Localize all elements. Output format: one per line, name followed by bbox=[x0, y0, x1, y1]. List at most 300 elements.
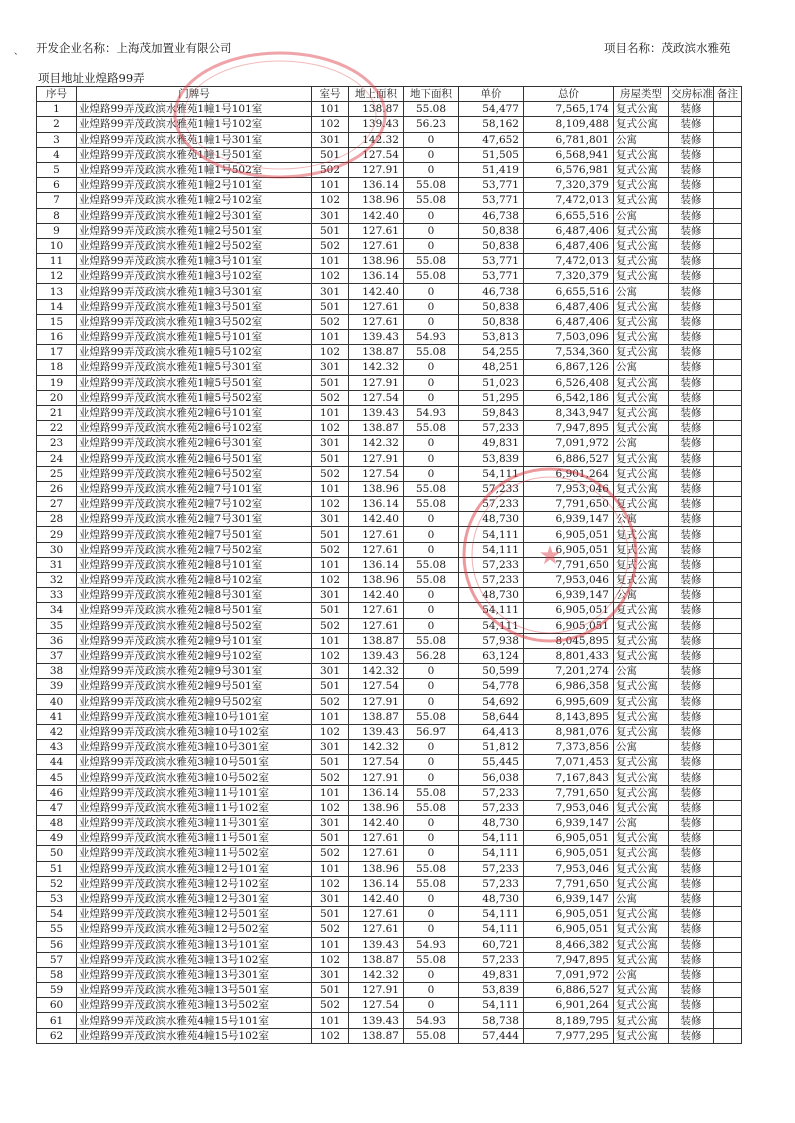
cell-room: 102 bbox=[312, 573, 349, 588]
cell-delivery: 装修 bbox=[669, 284, 714, 299]
cell-index: 41 bbox=[37, 709, 77, 724]
cell-address: 业煌路99弄茂政滨水雅苑1幢3号502室 bbox=[77, 314, 312, 329]
cell-house-type: 复式公寓 bbox=[614, 527, 669, 542]
cell-room: 101 bbox=[312, 330, 349, 345]
cell-room: 501 bbox=[312, 831, 349, 846]
cell-house-type: 公寓 bbox=[614, 740, 669, 755]
cell-total-price: 6,655,516 bbox=[524, 284, 614, 299]
table-row bbox=[37, 907, 742, 922]
cell-room: 501 bbox=[312, 679, 349, 694]
cell-remark bbox=[714, 512, 742, 527]
cell-delivery: 装修 bbox=[669, 573, 714, 588]
cell-address: 业煌路99弄茂政滨水雅苑3幢12号501室 bbox=[77, 907, 312, 922]
cell-remark bbox=[714, 618, 742, 633]
cell-above-area: 142.32 bbox=[349, 360, 404, 375]
cell-index: 60 bbox=[37, 998, 77, 1013]
cell-address: 业煌路99弄茂政滨水雅苑1幢1号101室 bbox=[77, 102, 312, 117]
cell-total-price: 6,576,981 bbox=[524, 162, 614, 177]
cell-delivery: 装修 bbox=[669, 648, 714, 663]
cell-address: 业煌路99弄茂政滨水雅苑2幢7号301室 bbox=[77, 512, 312, 527]
cell-delivery: 装修 bbox=[669, 770, 714, 785]
cell-address: 业煌路99弄茂政滨水雅苑3幢13号101室 bbox=[77, 937, 312, 952]
cell-remark bbox=[714, 998, 742, 1013]
cell-house-type: 复式公寓 bbox=[614, 694, 669, 709]
cell-house-type: 复式公寓 bbox=[614, 937, 669, 952]
cell-index: 19 bbox=[37, 375, 77, 390]
table-row bbox=[37, 831, 742, 846]
cell-index: 48 bbox=[37, 816, 77, 831]
cell-index: 45 bbox=[37, 770, 77, 785]
cell-total-price: 7,953,046 bbox=[524, 800, 614, 815]
cell-total-price: 7,791,650 bbox=[524, 785, 614, 800]
cell-total-price: 6,905,051 bbox=[524, 922, 614, 937]
cell-index: 17 bbox=[37, 345, 77, 360]
cell-above-area: 136.14 bbox=[349, 178, 404, 193]
cell-remark bbox=[714, 390, 742, 405]
table-row bbox=[37, 360, 742, 375]
cell-remark bbox=[714, 922, 742, 937]
cell-index: 36 bbox=[37, 633, 77, 648]
cell-below-area: 0 bbox=[404, 907, 459, 922]
cell-remark bbox=[714, 238, 742, 253]
cell-index: 54 bbox=[37, 907, 77, 922]
cell-above-area: 138.96 bbox=[349, 573, 404, 588]
cell-address: 业煌路99弄茂政滨水雅苑2幢8号502室 bbox=[77, 618, 312, 633]
cell-above-area: 127.61 bbox=[349, 907, 404, 922]
cell-unit-price: 54,111 bbox=[459, 998, 524, 1013]
cell-below-area: 0 bbox=[404, 831, 459, 846]
cell-delivery: 装修 bbox=[669, 542, 714, 557]
cell-remark bbox=[714, 937, 742, 952]
cell-delivery: 装修 bbox=[669, 861, 714, 876]
cell-unit-price: 64,413 bbox=[459, 724, 524, 739]
cell-house-type: 复式公寓 bbox=[614, 755, 669, 770]
cell-index: 25 bbox=[37, 466, 77, 481]
cell-index: 1 bbox=[37, 102, 77, 117]
cell-house-type: 公寓 bbox=[614, 360, 669, 375]
cell-index: 5 bbox=[37, 162, 77, 177]
cell-index: 12 bbox=[37, 269, 77, 284]
cell-above-area: 136.14 bbox=[349, 785, 404, 800]
cell-room: 101 bbox=[312, 557, 349, 572]
svg-text:★: ★ bbox=[538, 541, 562, 571]
cell-remark bbox=[714, 755, 742, 770]
cell-room: 101 bbox=[312, 785, 349, 800]
cell-house-type: 复式公寓 bbox=[614, 907, 669, 922]
cell-total-price: 6,986,358 bbox=[524, 679, 614, 694]
cell-address: 业煌路99弄茂政滨水雅苑2幢6号101室 bbox=[77, 405, 312, 420]
cell-below-area: 0 bbox=[404, 679, 459, 694]
table-row bbox=[37, 193, 742, 208]
table-row bbox=[37, 967, 742, 982]
cell-delivery: 装修 bbox=[669, 208, 714, 223]
cell-above-area: 138.96 bbox=[349, 481, 404, 496]
cell-delivery: 装修 bbox=[669, 816, 714, 831]
cell-unit-price: 50,838 bbox=[459, 314, 524, 329]
cell-room: 301 bbox=[312, 208, 349, 223]
cell-house-type: 复式公寓 bbox=[614, 770, 669, 785]
cell-remark bbox=[714, 679, 742, 694]
cell-index: 61 bbox=[37, 1013, 77, 1028]
cell-total-price: 6,867,126 bbox=[524, 360, 614, 375]
cell-remark bbox=[714, 162, 742, 177]
cell-room: 301 bbox=[312, 816, 349, 831]
cell-above-area: 127.61 bbox=[349, 846, 404, 861]
cell-above-area: 142.32 bbox=[349, 132, 404, 147]
table-row bbox=[37, 1028, 742, 1043]
cell-delivery: 装修 bbox=[669, 588, 714, 603]
cell-unit-price: 57,233 bbox=[459, 557, 524, 572]
cell-house-type: 复式公寓 bbox=[614, 831, 669, 846]
cell-room: 502 bbox=[312, 466, 349, 481]
cell-remark bbox=[714, 785, 742, 800]
cell-room: 101 bbox=[312, 937, 349, 952]
cell-delivery: 装修 bbox=[669, 254, 714, 269]
cell-address: 业煌路99弄茂政滨水雅苑1幢2号102室 bbox=[77, 193, 312, 208]
cell-above-area: 127.54 bbox=[349, 755, 404, 770]
cell-house-type: 公寓 bbox=[614, 208, 669, 223]
cell-below-area: 0 bbox=[404, 846, 459, 861]
cell-index: 27 bbox=[37, 497, 77, 512]
table-row bbox=[37, 436, 742, 451]
table-row bbox=[37, 800, 742, 815]
cell-above-area: 138.96 bbox=[349, 193, 404, 208]
cell-remark bbox=[714, 603, 742, 618]
cell-delivery: 装修 bbox=[669, 967, 714, 982]
cell-address: 业煌路99弄茂政滨水雅苑1幢5号501室 bbox=[77, 375, 312, 390]
cell-remark bbox=[714, 405, 742, 420]
cell-house-type: 复式公寓 bbox=[614, 603, 669, 618]
cell-total-price: 7,947,895 bbox=[524, 952, 614, 967]
cell-above-area: 142.40 bbox=[349, 588, 404, 603]
cell-remark bbox=[714, 588, 742, 603]
cell-below-area: 0 bbox=[404, 360, 459, 375]
cell-below-area: 0 bbox=[404, 983, 459, 998]
cell-unit-price: 63,124 bbox=[459, 648, 524, 663]
cell-unit-price: 48,251 bbox=[459, 360, 524, 375]
cell-below-area: 55.08 bbox=[404, 633, 459, 648]
cell-index: 55 bbox=[37, 922, 77, 937]
cell-above-area: 127.91 bbox=[349, 451, 404, 466]
cell-house-type: 公寓 bbox=[614, 816, 669, 831]
cell-delivery: 装修 bbox=[669, 891, 714, 906]
cell-below-area: 0 bbox=[404, 816, 459, 831]
cell-below-area: 55.08 bbox=[404, 269, 459, 284]
cell-house-type: 公寓 bbox=[614, 588, 669, 603]
cell-address: 业煌路99弄茂政滨水雅苑3幢12号101室 bbox=[77, 861, 312, 876]
cell-room: 501 bbox=[312, 375, 349, 390]
cell-index: 56 bbox=[37, 937, 77, 952]
cell-above-area: 127.91 bbox=[349, 770, 404, 785]
cell-house-type: 复式公寓 bbox=[614, 238, 669, 253]
table-row bbox=[37, 284, 742, 299]
cell-house-type: 复式公寓 bbox=[614, 998, 669, 1013]
cell-delivery: 装修 bbox=[669, 193, 714, 208]
cell-unit-price: 50,838 bbox=[459, 223, 524, 238]
cell-address: 业煌路99弄茂政滨水雅苑2幢6号501室 bbox=[77, 451, 312, 466]
cell-total-price: 6,939,147 bbox=[524, 816, 614, 831]
cell-address: 业煌路99弄茂政滨水雅苑1幢3号102室 bbox=[77, 269, 312, 284]
cell-unit-price: 48,730 bbox=[459, 588, 524, 603]
cell-below-area: 0 bbox=[404, 238, 459, 253]
cell-above-area: 127.61 bbox=[349, 831, 404, 846]
cell-index: 32 bbox=[37, 573, 77, 588]
cell-address: 业煌路99弄茂政滨水雅苑2幢6号102室 bbox=[77, 421, 312, 436]
cell-index: 53 bbox=[37, 891, 77, 906]
cell-index: 8 bbox=[37, 208, 77, 223]
cell-address: 业煌路99弄茂政滨水雅苑2幢7号102室 bbox=[77, 497, 312, 512]
cell-below-area: 0 bbox=[404, 770, 459, 785]
cell-above-area: 139.43 bbox=[349, 937, 404, 952]
cell-index: 21 bbox=[37, 405, 77, 420]
cell-room: 301 bbox=[312, 284, 349, 299]
cell-house-type: 复式公寓 bbox=[614, 405, 669, 420]
cell-below-area: 0 bbox=[404, 284, 459, 299]
cell-room: 502 bbox=[312, 542, 349, 557]
cell-remark bbox=[714, 269, 742, 284]
cell-above-area: 127.54 bbox=[349, 466, 404, 481]
cell-above-area: 136.14 bbox=[349, 557, 404, 572]
cell-total-price: 8,801,433 bbox=[524, 648, 614, 663]
table-row bbox=[37, 876, 742, 891]
cell-below-area: 0 bbox=[404, 436, 459, 451]
cell-address: 业煌路99弄茂政滨水雅苑3幢12号102室 bbox=[77, 876, 312, 891]
cell-remark bbox=[714, 466, 742, 481]
cell-below-area: 0 bbox=[404, 755, 459, 770]
cell-delivery: 装修 bbox=[669, 497, 714, 512]
cell-index: 26 bbox=[37, 481, 77, 496]
cell-delivery: 装修 bbox=[669, 952, 714, 967]
cell-remark bbox=[714, 800, 742, 815]
cell-total-price: 6,901,264 bbox=[524, 466, 614, 481]
cell-index: 42 bbox=[37, 724, 77, 739]
col-header-above-area: 地上面积 bbox=[349, 87, 404, 102]
cell-address: 业煌路99弄茂政滨水雅苑1幢3号101室 bbox=[77, 254, 312, 269]
cell-unit-price: 51,295 bbox=[459, 390, 524, 405]
cell-below-area: 55.08 bbox=[404, 1028, 459, 1043]
cell-above-area: 142.32 bbox=[349, 436, 404, 451]
cell-remark bbox=[714, 724, 742, 739]
cell-remark bbox=[714, 527, 742, 542]
cell-remark bbox=[714, 451, 742, 466]
cell-unit-price: 60,721 bbox=[459, 937, 524, 952]
cell-total-price: 6,939,147 bbox=[524, 588, 614, 603]
cell-unit-price: 53,771 bbox=[459, 178, 524, 193]
cell-unit-price: 55,445 bbox=[459, 755, 524, 770]
cell-address: 业煌路99弄茂政滨水雅苑3幢10号502室 bbox=[77, 770, 312, 785]
cell-above-area: 136.14 bbox=[349, 497, 404, 512]
cell-room: 502 bbox=[312, 618, 349, 633]
cell-total-price: 7,472,013 bbox=[524, 193, 614, 208]
cell-index: 46 bbox=[37, 785, 77, 800]
cell-room: 501 bbox=[312, 907, 349, 922]
cell-total-price: 7,565,174 bbox=[524, 102, 614, 117]
cell-address: 业煌路99弄茂政滨水雅苑2幢8号102室 bbox=[77, 573, 312, 588]
cell-remark bbox=[714, 983, 742, 998]
cell-remark bbox=[714, 421, 742, 436]
cell-delivery: 装修 bbox=[669, 785, 714, 800]
cell-above-area: 138.87 bbox=[349, 709, 404, 724]
cell-index: 38 bbox=[37, 664, 77, 679]
cell-above-area: 142.40 bbox=[349, 208, 404, 223]
cell-house-type: 复式公寓 bbox=[614, 466, 669, 481]
table-row bbox=[37, 740, 742, 755]
cell-house-type: 复式公寓 bbox=[614, 254, 669, 269]
cell-remark bbox=[714, 694, 742, 709]
project-address: 项目地址业煌路99弄 bbox=[38, 71, 145, 85]
cell-total-price: 8,343,947 bbox=[524, 405, 614, 420]
table-row bbox=[37, 1013, 742, 1028]
cell-remark bbox=[714, 254, 742, 269]
cell-above-area: 127.61 bbox=[349, 299, 404, 314]
cell-index: 29 bbox=[37, 527, 77, 542]
cell-above-area: 127.61 bbox=[349, 238, 404, 253]
cell-total-price: 7,167,843 bbox=[524, 770, 614, 785]
cell-remark bbox=[714, 861, 742, 876]
cell-house-type: 复式公寓 bbox=[614, 542, 669, 557]
cell-room: 301 bbox=[312, 664, 349, 679]
cell-room: 101 bbox=[312, 633, 349, 648]
cell-address: 业煌路99弄茂政滨水雅苑1幢5号101室 bbox=[77, 330, 312, 345]
cell-address: 业煌路99弄茂政滨水雅苑1幢1号502室 bbox=[77, 162, 312, 177]
cell-unit-price: 57,938 bbox=[459, 633, 524, 648]
cell-house-type: 公寓 bbox=[614, 284, 669, 299]
cell-below-area: 0 bbox=[404, 314, 459, 329]
cell-below-area: 54.93 bbox=[404, 1013, 459, 1028]
cell-unit-price: 50,599 bbox=[459, 664, 524, 679]
cell-below-area: 0 bbox=[404, 603, 459, 618]
cell-unit-price: 48,730 bbox=[459, 512, 524, 527]
cell-index: 35 bbox=[37, 618, 77, 633]
cell-remark bbox=[714, 1013, 742, 1028]
cell-room: 502 bbox=[312, 998, 349, 1013]
cell-delivery: 装修 bbox=[669, 117, 714, 132]
cell-index: 9 bbox=[37, 223, 77, 238]
cell-unit-price: 57,233 bbox=[459, 876, 524, 891]
cell-total-price: 7,953,046 bbox=[524, 573, 614, 588]
cell-house-type: 复式公寓 bbox=[614, 573, 669, 588]
cell-unit-price: 57,233 bbox=[459, 497, 524, 512]
cell-address: 业煌路99弄茂政滨水雅苑3幢10号101室 bbox=[77, 709, 312, 724]
cell-unit-price: 54,778 bbox=[459, 679, 524, 694]
table-row bbox=[37, 405, 742, 420]
cell-unit-price: 57,444 bbox=[459, 1028, 524, 1043]
cell-total-price: 6,939,147 bbox=[524, 891, 614, 906]
cell-index: 3 bbox=[37, 132, 77, 147]
cell-address: 业煌路99弄茂政滨水雅苑1幢2号101室 bbox=[77, 178, 312, 193]
cell-remark bbox=[714, 831, 742, 846]
cell-address: 业煌路99弄茂政滨水雅苑4幢15号101室 bbox=[77, 1013, 312, 1028]
col-header-address: 门牌号 bbox=[77, 87, 312, 102]
cell-room: 101 bbox=[312, 861, 349, 876]
cell-delivery: 装修 bbox=[669, 436, 714, 451]
cell-address: 业煌路99弄茂政滨水雅苑3幢12号502室 bbox=[77, 922, 312, 937]
cell-below-area: 0 bbox=[404, 542, 459, 557]
cell-above-area: 142.32 bbox=[349, 740, 404, 755]
cell-unit-price: 53,839 bbox=[459, 451, 524, 466]
cell-unit-price: 54,111 bbox=[459, 527, 524, 542]
cell-house-type: 复式公寓 bbox=[614, 193, 669, 208]
cell-unit-price: 58,738 bbox=[459, 1013, 524, 1028]
cell-address: 业煌路99弄茂政滨水雅苑1幢1号102室 bbox=[77, 117, 312, 132]
cell-total-price: 7,947,895 bbox=[524, 421, 614, 436]
cell-room: 502 bbox=[312, 922, 349, 937]
cell-total-price: 7,472,013 bbox=[524, 254, 614, 269]
cell-delivery: 装修 bbox=[669, 132, 714, 147]
cell-room: 301 bbox=[312, 360, 349, 375]
cell-unit-price: 54,477 bbox=[459, 102, 524, 117]
cell-unit-price: 51,023 bbox=[459, 375, 524, 390]
cell-unit-price: 58,644 bbox=[459, 709, 524, 724]
cell-total-price: 7,534,360 bbox=[524, 345, 614, 360]
cell-unit-price: 57,233 bbox=[459, 481, 524, 496]
cell-room: 502 bbox=[312, 162, 349, 177]
cell-room: 102 bbox=[312, 117, 349, 132]
cell-room: 501 bbox=[312, 603, 349, 618]
cell-total-price: 8,189,795 bbox=[524, 1013, 614, 1028]
cell-remark bbox=[714, 1028, 742, 1043]
cell-index: 2 bbox=[37, 117, 77, 132]
cell-remark bbox=[714, 147, 742, 162]
cell-total-price: 6,487,406 bbox=[524, 223, 614, 238]
cell-remark bbox=[714, 102, 742, 117]
cell-total-price: 7,071,453 bbox=[524, 755, 614, 770]
cell-address: 业煌路99弄茂政滨水雅苑2幢7号101室 bbox=[77, 481, 312, 496]
cell-below-area: 0 bbox=[404, 512, 459, 527]
cell-delivery: 装修 bbox=[669, 102, 714, 117]
cell-address: 业煌路99弄茂政滨水雅苑1幢3号301室 bbox=[77, 284, 312, 299]
cell-total-price: 6,526,408 bbox=[524, 375, 614, 390]
cell-house-type: 复式公寓 bbox=[614, 983, 669, 998]
cell-room: 101 bbox=[312, 709, 349, 724]
table-row bbox=[37, 345, 742, 360]
cell-unit-price: 46,738 bbox=[459, 284, 524, 299]
cell-room: 102 bbox=[312, 648, 349, 663]
cell-unit-price: 54,111 bbox=[459, 618, 524, 633]
cell-below-area: 0 bbox=[404, 375, 459, 390]
cell-unit-price: 54,111 bbox=[459, 466, 524, 481]
cell-room: 301 bbox=[312, 436, 349, 451]
col-header-house-type: 房屋类型 bbox=[614, 87, 669, 102]
cell-above-area: 142.40 bbox=[349, 284, 404, 299]
cell-below-area: 56.23 bbox=[404, 117, 459, 132]
cell-below-area: 54.93 bbox=[404, 330, 459, 345]
cell-delivery: 装修 bbox=[669, 421, 714, 436]
cell-above-area: 127.61 bbox=[349, 314, 404, 329]
cell-delivery: 装修 bbox=[669, 466, 714, 481]
cell-address: 业煌路99弄茂政滨水雅苑3幢12号301室 bbox=[77, 891, 312, 906]
cell-house-type: 公寓 bbox=[614, 891, 669, 906]
cell-address: 业煌路99弄茂政滨水雅苑1幢5号301室 bbox=[77, 360, 312, 375]
cell-unit-price: 51,812 bbox=[459, 740, 524, 755]
cell-unit-price: 49,831 bbox=[459, 967, 524, 982]
cell-index: 20 bbox=[37, 390, 77, 405]
table-row bbox=[37, 421, 742, 436]
cell-delivery: 装修 bbox=[669, 709, 714, 724]
cell-above-area: 136.14 bbox=[349, 269, 404, 284]
cell-unit-price: 50,838 bbox=[459, 299, 524, 314]
cell-house-type: 复式公寓 bbox=[614, 876, 669, 891]
developer-name: 开发企业名称：上海茂加置业有限公司 bbox=[36, 41, 232, 55]
cell-unit-price: 59,843 bbox=[459, 405, 524, 420]
cell-house-type: 公寓 bbox=[614, 664, 669, 679]
cell-delivery: 装修 bbox=[669, 664, 714, 679]
cell-total-price: 7,320,379 bbox=[524, 269, 614, 284]
cell-unit-price: 54,692 bbox=[459, 694, 524, 709]
table-row bbox=[37, 922, 742, 937]
cell-below-area: 55.08 bbox=[404, 785, 459, 800]
cell-index: 14 bbox=[37, 299, 77, 314]
